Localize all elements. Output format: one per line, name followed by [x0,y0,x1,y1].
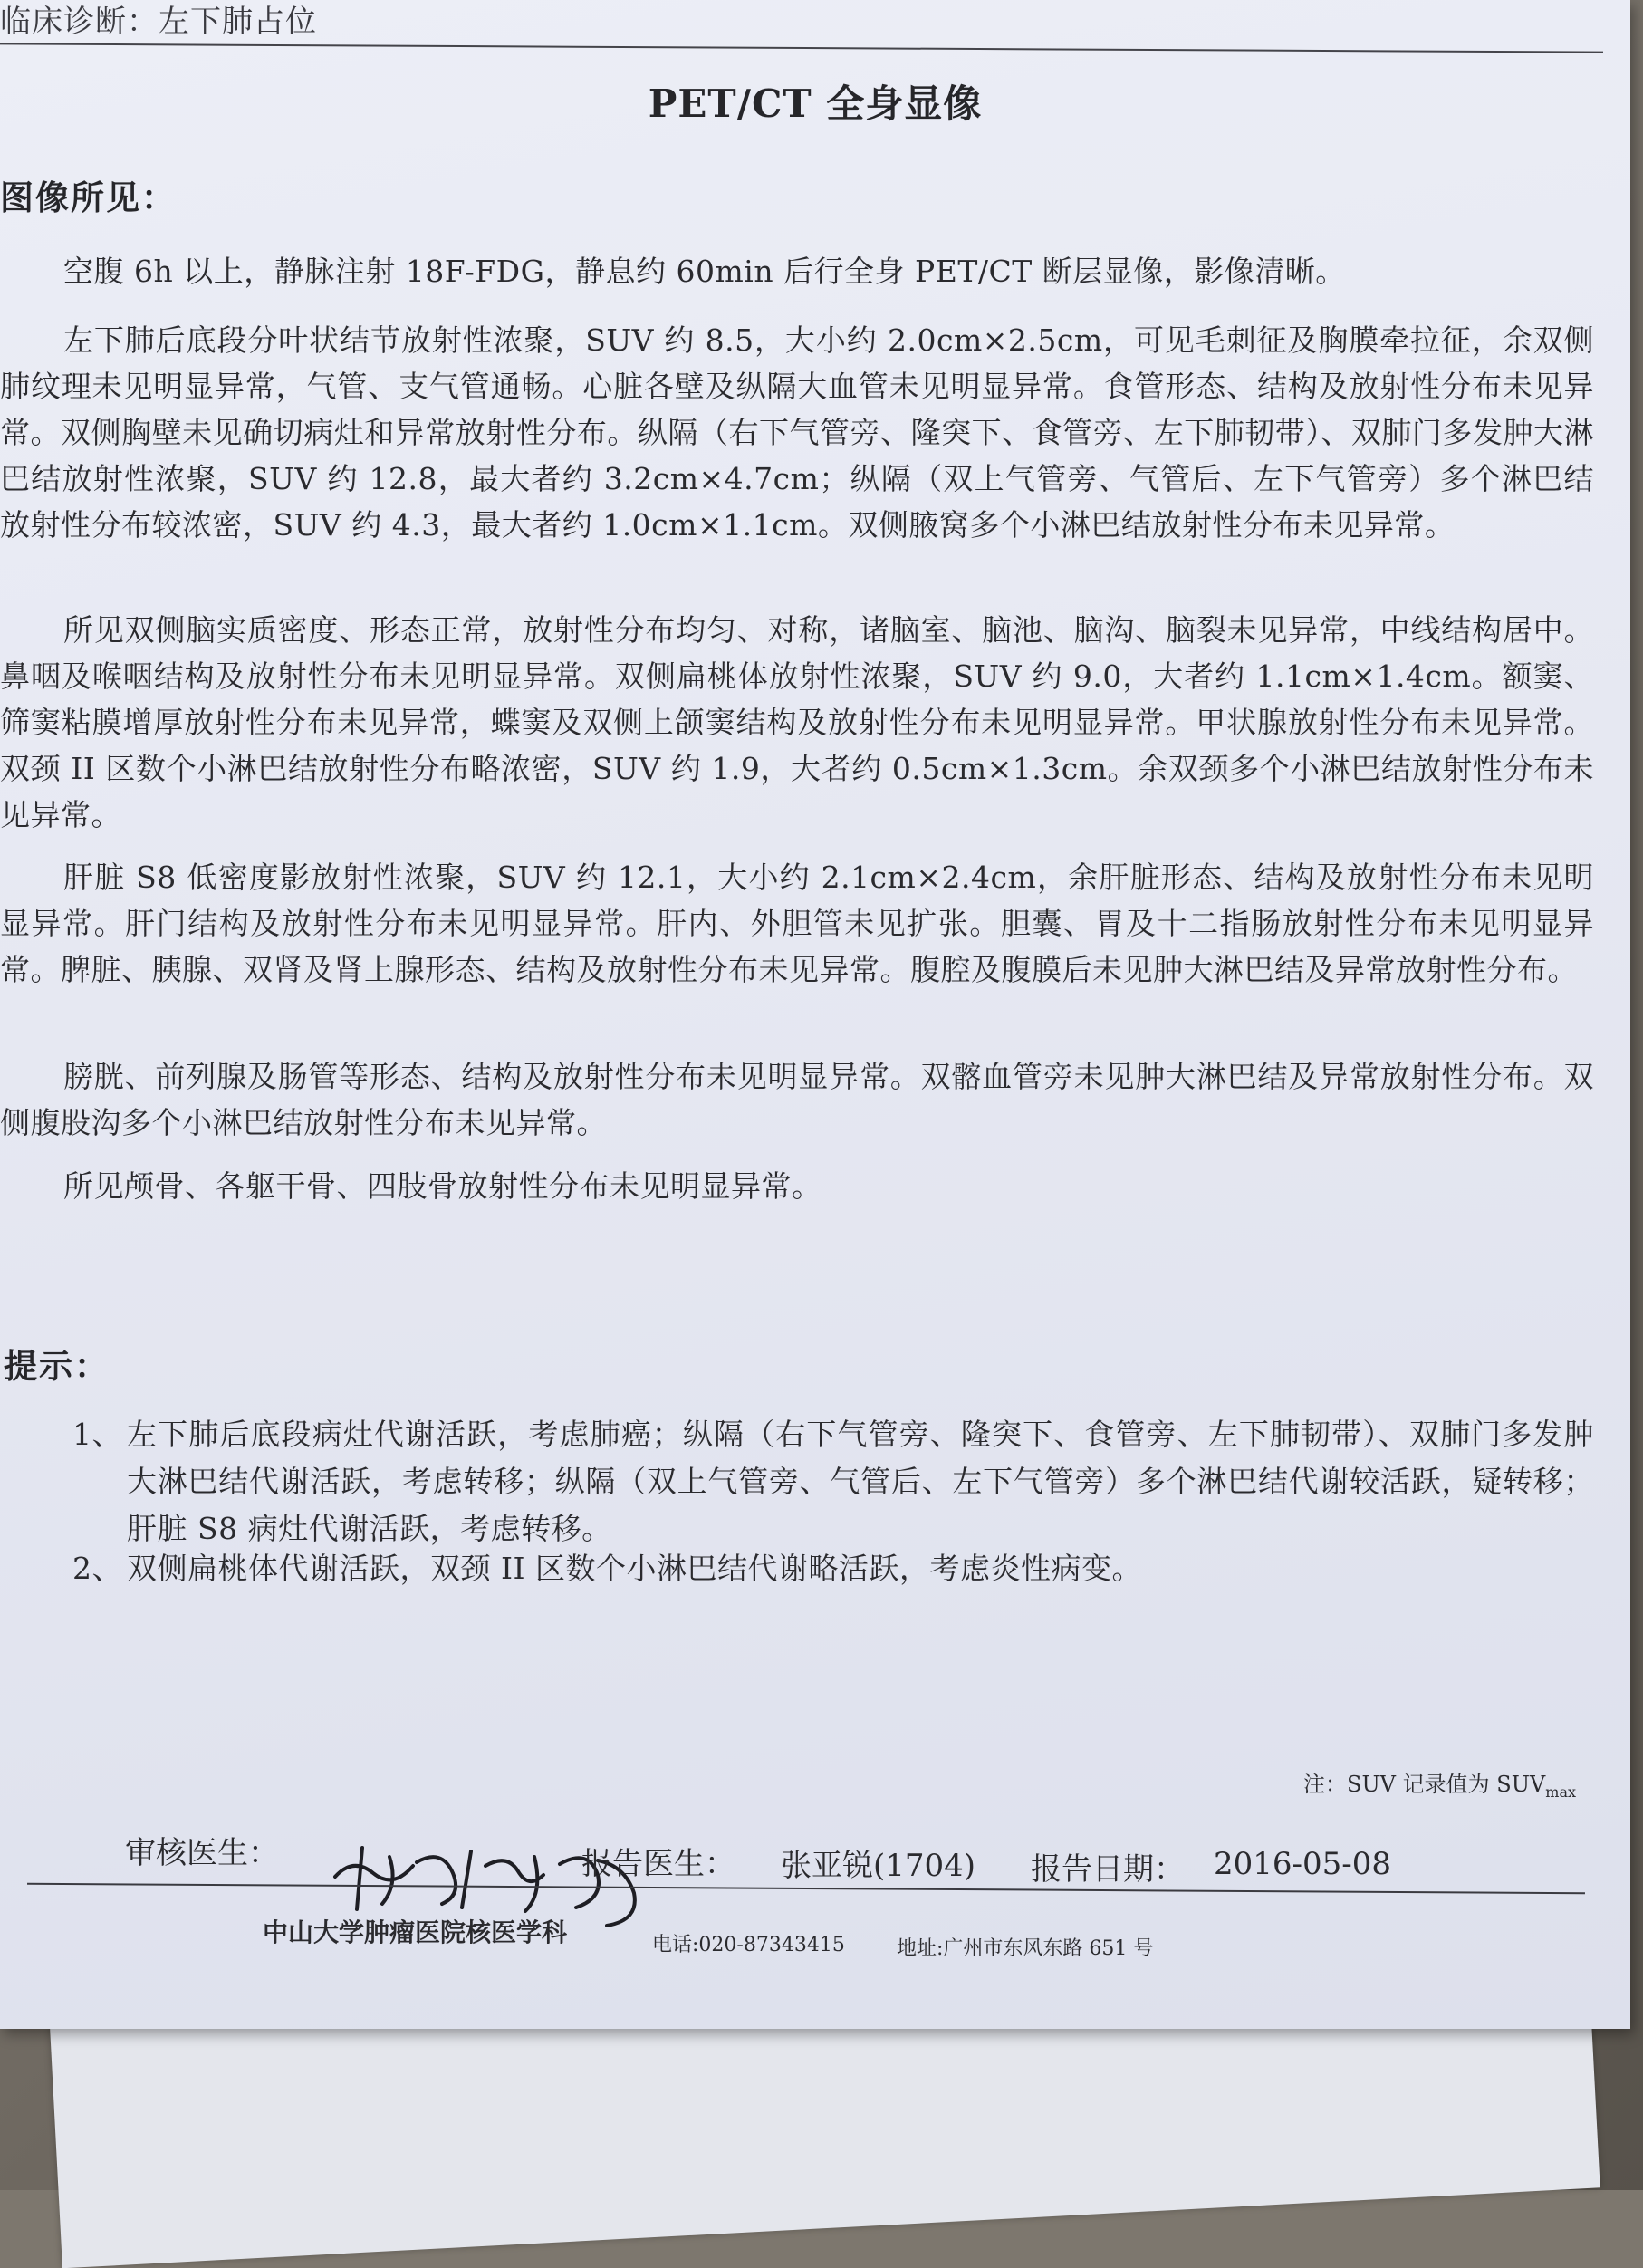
findings-paragraph: 所见颅骨、各躯干骨、四肢骨放射性分布未见明显异常。 [63,1168,822,1204]
clinical-diagnosis: 临床诊断：左下肺占位 [0,4,317,40]
suv-note [1303,1766,1576,1801]
findings-paragraph: 左下肺后底段分叶状结节放射性浓聚，SUV 约 8.5，大小约 2.0cm×2.5cm，可见毛刺征及胸膜牵拉征，余双侧肺纹理未见明显异常，气管、支气管通畅。心脏各壁及纵隔大血管未见明显异常。食管形态、结构及放射性分布未见异常。双侧胸壁未见确切病灶和异常放射性分布。纵隔（右下气管旁、隆突下、食管旁、左下肺韧带）、双肺门多发肿大淋巴结放射性浓聚，SUV 约 12.8，最大者约 3.2cm×4.7cm；纵隔（双上气管旁、气管后、左下气管旁）多个淋巴结放射性分布较浓密，SUV 约 4.3，最大者约 1.0cm×1.1cm。双侧腋窝多个小淋巴结放射性分布未见异常。 [0,322,1594,543]
reviewer-label: 审核医生： [125,1835,279,1871]
findings-paragraph: 膀胱、前列腺及肠管等形态、结构及放射性分布未见明显异常。双髂血管旁未见肿大淋巴结及异常放射性分布。双侧腹股沟多个小淋巴结放射性分布未见异常。 [0,1059,1594,1140]
report-date-label: 报告日期： [1031,1851,1185,1888]
tip-number: 1、 [72,1417,122,1452]
tip-text: 双侧扁桃体代谢活跃，双颈 II 区数个小淋巴结代谢略活跃，考虑炎性病变。 [127,1551,1143,1586]
findings-paragraph: 所见双侧脑实质密度、形态正常，放射性分布均匀、对称，诸脑室、脑池、脑沟、脑裂未见异常，中线结构居中。鼻咽及喉咽结构及放射性分布未见明显异常。双侧扁桃体放射性浓聚，SUV 约 9.0，大者约 1.1cm×1.4cm。额窦、筛窦粘膜增厚放射性分布未见异常，蝶窦及双侧上颌窦结构及放射性分布未见明显异常。甲状腺放射性分布未见异常。双颈 II 区数个小淋巴结放射性分布略浓密，SUV 约 1.9，大者约 0.5cm×1.3cm。余双颈多个小淋巴结放射性分布未见异常。 [0,612,1594,832]
tip-text: 左下肺后底段病灶代谢活跃，考虑肺癌；纵隔（右下气管旁、隆突下、食管旁、左下肺韧带）、双肺门多发肿大淋巴结代谢活跃，考虑转移；纵隔（双上气管旁、气管后、左下气管旁）多个淋巴结代谢较活跃，疑转移；肝脏 S8 病灶代谢活跃，考虑转移。 [127,1417,1594,1546]
findings-heading: 图像所见： [0,178,177,217]
reporter-label: 报告医生： [581,1846,735,1882]
tip-item [72,1411,1594,1552]
tip-item [72,1545,1594,1592]
tips-heading: 提示： [4,1346,110,1386]
top-divider [0,43,1603,53]
suv-note-text: 注：SUV 记录值为 SUV [1303,1772,1546,1797]
report-date-value: 2016-05-08 [1214,1846,1392,1882]
footer-organization: 中山大学肿瘤医院核医学科 [263,1917,568,1947]
footer-address: 地址:广州市东风东路 651 号 [897,1937,1154,1960]
suv-note-subscript: max [1545,1783,1576,1801]
report-title: PET/CT 全身显像 [648,82,983,126]
findings-paragraph: 肝脏 S8 低密度影放射性浓聚，SUV 约 12.1，大小约 2.1cm×2.4cm，余肝脏形态、结构及放射性分布未见明显异常。肝门结构及放射性分布未见明显异常。肝内、外胆管未见扩张。胆囊、胃及十二指肠放射性分布未见明显异常。脾脏、胰腺、双肾及肾上腺形态、结构及放射性分布未见异常。腹腔及腹膜后未见肿大淋巴结及异常放射性分布。 [0,860,1594,987]
footer-phone: 电话:020-87343415 [652,1934,845,1956]
tip-number: 2、 [72,1551,122,1586]
findings-paragraph: 空腹 6h 以上，静脉注射 18F-FDG，静息约 60min 后行全身 PET/CT 断层显像，影像清晰。 [63,254,1346,289]
reporter-name: 张亚锐(1704) [781,1848,976,1884]
